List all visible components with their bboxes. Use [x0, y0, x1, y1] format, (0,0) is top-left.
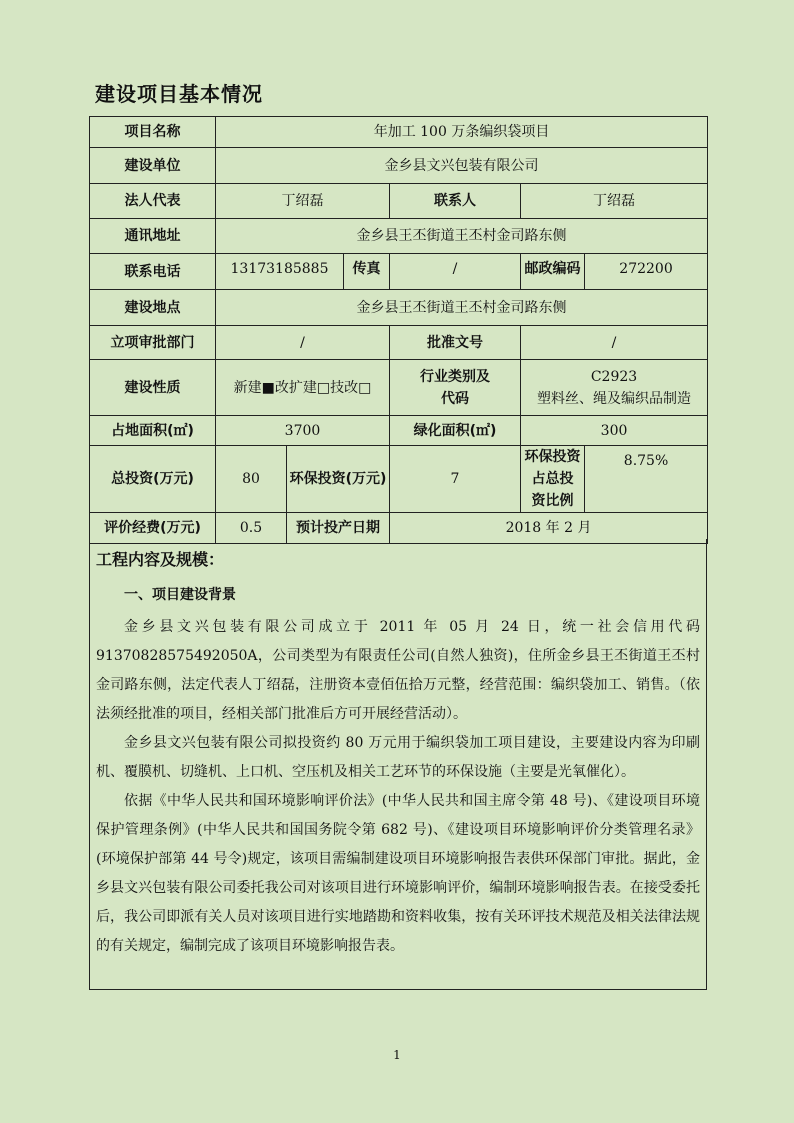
paragraph: 金乡县文兴包装有限公司成立于 2011 年 05 月 24 日，统一社会信用代码 91370828575492050A，公司类型为有限责任公司(自然人独资)，住所金乡县王丕街道王丕村金司路东侧，法定代表人丁绍磊，注册资本壹佰伍拾万元整，经营范围：编织袋加工、销售。（依法须经批准的项目，经相关部门批准后方可开展经营活动）。	[96, 619, 700, 722]
label-green-area: 绿化面积(㎡)	[390, 416, 521, 446]
label-nature: 建设性质	[90, 360, 216, 416]
table-row	[90, 360, 708, 416]
value-phone: 13173185885	[216, 254, 344, 290]
label-env-ratio-line2: 资比例	[531, 493, 574, 509]
value-site: 金乡县王丕街道王丕村金司路东侧	[216, 290, 708, 326]
label-land-area: 占地面积(㎡)	[90, 416, 216, 446]
label-contact: 联系人	[390, 184, 521, 219]
section-subheading: 一、项目建设背景	[124, 587, 236, 603]
label-legal-rep: 法人代表	[90, 184, 216, 219]
value-green-area: 300	[521, 416, 708, 446]
table-row	[90, 117, 708, 148]
label-unit: 建设单位	[90, 148, 216, 184]
table-row	[90, 446, 708, 513]
value-industry-code: C2923	[590, 368, 638, 385]
table-row	[90, 219, 708, 254]
value-unit: 金乡县文兴包装有限公司	[216, 148, 708, 184]
label-postcode: 邮政编码	[521, 254, 585, 290]
page-title: 建设项目基本情况	[95, 82, 263, 106]
table-row	[90, 416, 708, 446]
label-address: 通讯地址	[90, 219, 216, 254]
label-industry	[390, 360, 521, 416]
value-land-area: 3700	[216, 416, 390, 446]
label-env-ratio-line1: 环保投资占总投	[524, 449, 581, 487]
value-postcode: 272200	[585, 254, 708, 290]
label-project-name: 项目名称	[90, 117, 216, 148]
table-row	[90, 290, 708, 326]
value-env-ratio: 8.75%	[585, 446, 708, 513]
table-row	[90, 184, 708, 219]
value-project-name: 年加工 100 万条编织袋项目	[216, 117, 708, 148]
value-contact: 丁绍磊	[521, 184, 708, 219]
value-approval-no: /	[521, 326, 708, 360]
section-heading: 工程内容及规模：	[96, 550, 225, 569]
value-industry-name: 塑料丝、绳及编织品制造	[537, 390, 692, 407]
body-text	[96, 613, 700, 961]
label-approval-no: 批准文号	[390, 326, 521, 360]
page-number: 1	[393, 1048, 401, 1062]
content-section	[89, 539, 707, 990]
label-phone: 联系电话	[90, 254, 216, 290]
label-env-ratio	[521, 446, 585, 513]
value-industry	[521, 360, 708, 416]
label-eval-fee: 评价经费(万元)	[90, 513, 216, 544]
label-prod-date: 预计投产日期	[287, 513, 390, 544]
value-legal-rep: 丁绍磊	[216, 184, 390, 219]
value-total-invest: 80	[216, 446, 287, 513]
label-total-invest: 总投资(万元)	[90, 446, 216, 513]
value-fax: /	[390, 254, 521, 290]
label-site: 建设地点	[90, 290, 216, 326]
project-info-table	[89, 116, 708, 544]
value-eval-fee: 0.5	[216, 513, 287, 544]
table-row	[90, 148, 708, 184]
label-fax: 传真	[344, 254, 390, 290]
value-prod-date: 2018 年 2 月	[390, 513, 708, 544]
table-row	[90, 326, 708, 360]
label-approval-dept: 立项审批部门	[90, 326, 216, 360]
value-approval-dept: /	[216, 326, 390, 360]
label-env-invest: 环保投资(万元)	[287, 446, 390, 513]
value-env-invest: 7	[390, 446, 521, 513]
paragraph: 依据《中华人民共和国环境影响评价法》(中华人民共和国主席令第 48 号)、《建设项目环境保护管理条例》(中华人民共和国国务院令第 682 号)、《建设项目环境影响评价分类管理名录》(环境保护部第 44 号令)规定，该项目需编制建设项目环境影响报告表供环保部门审批。据此，金乡县文兴包装有限公司委托我公司对该项目进行环境影响评价，编制环境影响报告表。在接受委托后，我公司即派有关人员对该项目进行实地踏勘和资料收集，按有关环评技术规范及相关法律法规的有关规定，编制完成了该项目环境影响报告表。	[96, 793, 700, 954]
label-industry-line1: 行业类别及	[420, 368, 490, 385]
paragraph: 金乡县文兴包装有限公司拟投资约 80 万元用于编织袋加工项目建设，主要建设内容为印刷机、覆膜机、切缝机、上口机、空压机及相关工艺环节的环保设施（主要是光氧催化）。	[96, 735, 700, 780]
value-address: 金乡县王丕街道王丕村金司路东侧	[216, 219, 708, 254]
label-industry-line2: 代码	[441, 390, 469, 407]
table-row	[90, 254, 708, 290]
value-nature: 新建■改扩建□技改□	[216, 360, 390, 416]
